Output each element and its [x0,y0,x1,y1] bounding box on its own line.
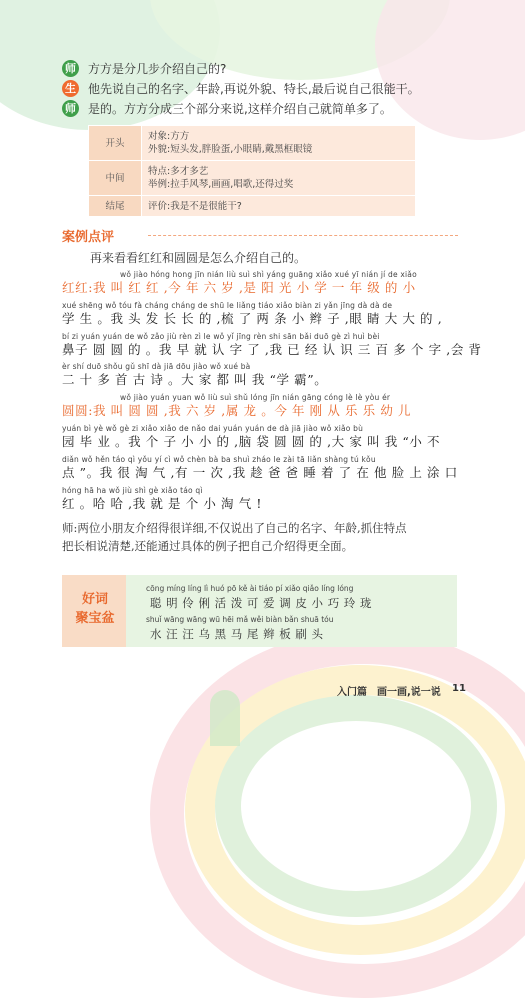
good-words-title-line: 聚宝盆 [75,611,115,626]
part-label: 开头 [89,126,142,161]
word-row: 水 汪 汪 乌 黑 马 尾 辫 板 刷 头 [150,627,324,641]
part-line: 外貌:短头发,胖脸蛋,小眼睛,戴黑框眼镜 [148,144,313,155]
part-label: 结尾 [89,196,142,217]
text-line: 学 生 。我 头 发 长 长 的 ,梳 了 两 条 小 辫 子 ,眼 睛 大 大 的 , [62,311,443,326]
part-content [142,196,416,217]
text-line: 红 。哈 哈 ,我 就 是 个 小 淘 气 ! [62,496,263,511]
pinyin-line: wǒ jiào yuán yuan wǒ liù suì shǔ lóng jīn nián gāng cóng lè lè yòu ér [120,393,391,402]
pinyin-line: diǎn wǒ hěn táo qì yǒu yí cì wǒ chèn bà ba shuì zháo le zài tā liǎn shàng tú kǒu [62,455,376,464]
good-words-title [70,590,120,628]
section-title: 案例点评 [62,230,115,245]
plant-decoration [210,690,240,746]
good-words-title-line: 好词 [81,592,108,607]
text-line: 红红:我 叫 红 红 ,今 年 六 岁 ,是 阳 光 小 学 一 年 级 的 小 [62,280,416,295]
pinyin-line: wǒ jiào hóng hong jīn nián liù suì shì yáng guāng xiǎo xué yī nián jí de xiǎo [120,270,417,279]
word-pinyin: shuǐ wāng wāng wū hēi mǎ wěi biàn bǎn shuā tóu [146,615,334,624]
text-line: 二 十 多 首 古 诗 。大 家 都 叫 我 “学 霸”。 [62,372,328,387]
table-row [89,161,416,196]
text-line: 点 ”。我 很 淘 气 ,有 一 次 ,我 趁 爸 爸 睡 着 了 在 他 脸 上 涂 口 [62,465,458,480]
dialogue-line: 他先说自己的名字、年龄,再说外貌、特长,最后说自己很能干。 [88,82,420,96]
footer-section: 入门篇 [337,687,367,698]
text-line: 圆圆:我 叫 圆 圆 ,我 六 岁 ,属 龙 。今 年 刚 从 乐 乐 幼 儿 [62,403,412,418]
structure-table [88,125,416,217]
intro-text: 再来看看红红和圆圆是怎么介绍自己的。 [90,251,307,265]
part-line: 特点:多才多艺 [148,166,209,177]
pinyin-line: hóng hā ha wǒ jiù shì gè xiǎo táo qì [62,486,203,495]
part-line: 评价:我是不是很能干? [148,200,242,212]
part-content [142,126,416,161]
teacher-badge-icon: 师 [62,60,79,77]
dialogue-line: 是的。方方分成三个部分来说,这样介绍自己就简单多了。 [88,102,392,116]
table-row [89,126,416,161]
footer-chapter: 画一画,说一说 [377,687,441,698]
pinyin-line: bí zi yuán yuán de wǒ zǎo jiù rèn zì le wǒ yǐ jīng rèn shi sān bǎi duō gè zì huì bèi [62,332,380,341]
pinyin-line: xué shēng wǒ tóu fà cháng cháng de shū le liǎng tiáo xiǎo biàn zi yǎn jīng dà dà de [62,301,393,310]
section-divider [148,235,458,236]
pinyin-line: èr shí duō shǒu gǔ shī dà jiā dōu jiào wǒ xué bà [62,362,251,371]
word-pinyin: cōng míng líng lì huó pō kě ài tiáo pí xiǎo qiǎo líng lóng [146,584,354,593]
part-line: 举例:拉手风琴,画画,唱歌,还得过奖 [148,179,294,190]
student-badge-icon: 生 [62,80,79,97]
word-row: 聪 明 伶 俐 活 泼 可 爱 调 皮 小 巧 玲 珑 [150,596,373,610]
part-content [142,161,416,196]
page-number: 11 [452,683,466,694]
text-line: 鼻子 圆 圆 的 。我 早 就 认 字 了 ,我 已 经 认 识 三 百 多 个 字 ,会 背 [62,342,482,357]
pinyin-line: yuán bì yè wǒ gè zi xiǎo xiǎo de nǎo dai yuán yuán de dà jiā jiào wǒ xiǎo bù [62,424,364,433]
background-blob [375,0,525,140]
teacher-badge-icon: 师 [62,100,79,117]
rainbow-decoration [215,695,497,917]
text-line: 园 毕 业 。我 个 子 小 小 的 ,脑 袋 圆 圆 的 ,大 家 叫 我 “小 不 [62,434,441,449]
part-line: 对象:方方 [148,131,190,142]
dialogue-line: 方方是分几步介绍自己的? [88,62,227,76]
teacher-comment: 师:两位小朋友介绍得很详细,不仅说出了自己的名字、年龄,抓住特点 [62,521,407,535]
part-label: 中间 [89,161,142,196]
table-row [89,196,416,217]
teacher-comment: 把长相说清楚,还能通过具体的例子把自己介绍得更全面。 [62,539,354,553]
